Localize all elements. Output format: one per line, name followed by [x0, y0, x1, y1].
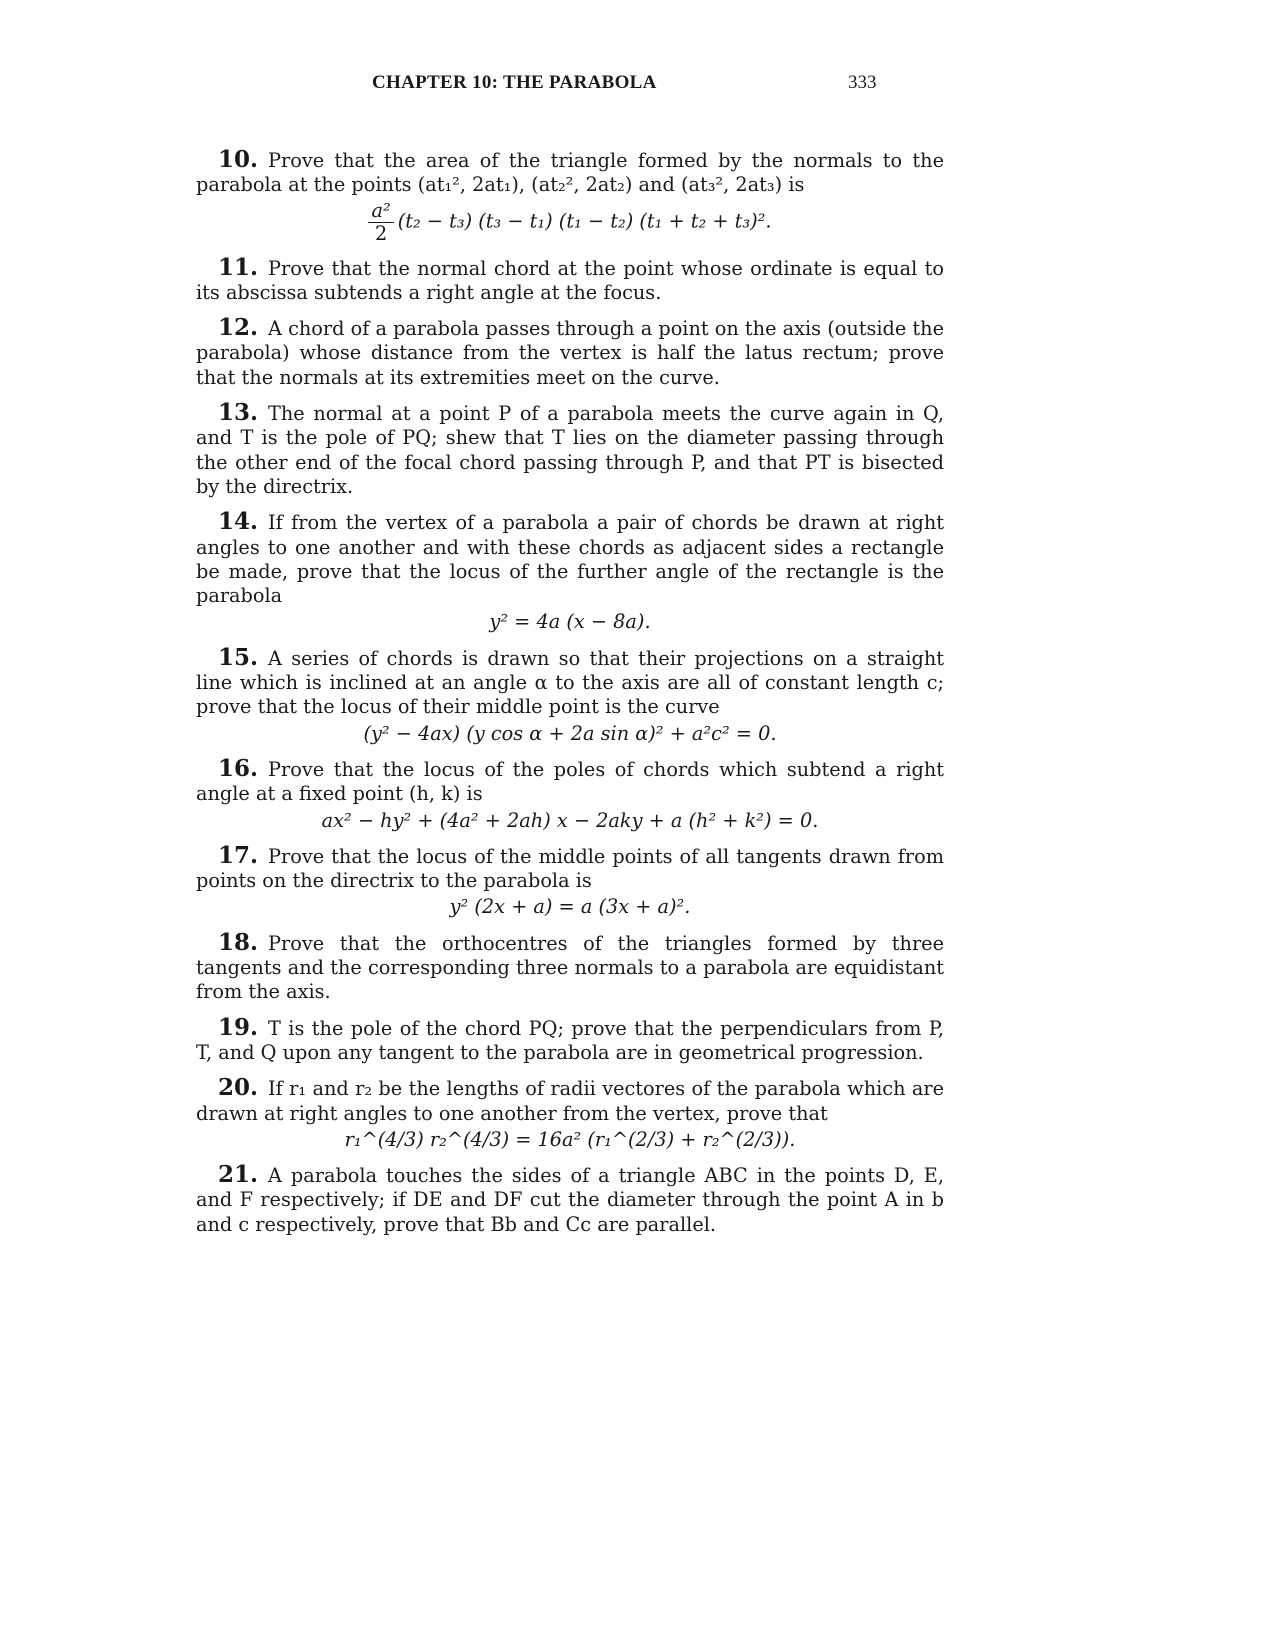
problem-number: 15.: [218, 643, 259, 671]
problem-text: If r₁ and r₂ be the lengths of radii vectores of the parabola which are drawn at right angles to one another from the vertex, prove that: [196, 1077, 944, 1125]
fraction-numerator: a²: [368, 200, 393, 223]
problem-number: 19.: [218, 1013, 259, 1041]
problem-12: [196, 316, 944, 390]
running-header: [0, 72, 1275, 102]
problem-text: Prove that the locus of the middle points of all tangents drawn from points on the directrix to the parabola is: [196, 844, 944, 893]
problem-18: [196, 928, 944, 1005]
problem-number: 11.: [218, 253, 259, 281]
problem-number: 14.: [218, 508, 259, 536]
problem-16: [196, 754, 944, 833]
problem-number: 13.: [218, 399, 259, 427]
problem-list: [196, 148, 944, 1248]
equation: (y² − 4ax) (y cos α + 2a sin α)² + a²c² = 0.: [363, 721, 777, 745]
equation: ax² − hy² + (4a² + 2ah) x − 2aky + a (h² + k²) = 0.: [321, 808, 819, 832]
problem-17: [196, 841, 944, 920]
fraction-denominator: 2: [374, 221, 388, 245]
fraction: [368, 200, 393, 245]
equation: r₁^(4/3) r₂^(4/3) = 16a² (r₁^(2/3) + r₂^(2/3)).: [344, 1127, 796, 1151]
problem-text: T is the pole of the chord PQ; prove that the perpendiculars from P, T, and Q upon any tangent to the parabola are in geometrical progression.: [196, 1016, 944, 1064]
problem-11: [196, 253, 944, 306]
problem-19: [196, 1013, 944, 1066]
problem-text: A parabola touches the sides of a triangle ABC in the points D, E, and F respectively; if DE and DF cut the diameter through the point A in b and c respectively, prove that Bb and Cc are parallel.: [196, 1164, 944, 1236]
equation-text: (t₂ − t₃) (t₃ − t₁) (t₁ − t₂) (t₁ + t₂ + t₃)².: [397, 209, 772, 233]
problem-text: Prove that the orthocentres of the triangles formed by three tangents and the corresponding three normals to a parabola are equidistant from the axis.: [196, 931, 944, 1004]
problem-13: [196, 401, 944, 499]
problem-number: 17.: [218, 841, 259, 869]
equation: y² = 4a (x − 8a).: [489, 610, 651, 634]
problem-text: If from the vertex of a parabola a pair of chords be drawn at right angles to one another and with these chords as adjacent sides a rectangle be made, prove that the locus of the further angle of the rectangle is the parabola: [196, 511, 944, 608]
problem-text: The normal at a point P of a parabola meets the curve again in Q, and T is the pole of PQ; shew that T lies on the diameter passing through the other end of the focal chord passing through P, and that PT is bisected by the directrix.: [196, 402, 944, 498]
problem-number: 10.: [218, 146, 259, 173]
equation: [196, 200, 944, 245]
problem-text: Prove that the area of the triangle formed by the normals to the parabola at the points (at₁², 2at₁), (at₂², 2at₂) and (at₃², 2at₃) is: [196, 149, 944, 197]
problem-20: [196, 1076, 944, 1152]
page-number: 333: [848, 72, 877, 93]
problem-number: 21.: [218, 1161, 259, 1189]
problem-15: [196, 643, 944, 746]
problem-number: 20.: [218, 1074, 259, 1102]
problem-text: A series of chords is drawn so that their projections on a straight line which is inclined at an angle α to the axis are all of constant length c; prove that the locus of their middle point is the curve: [196, 646, 944, 719]
problem-text: Prove that the normal chord at the point whose ordinate is equal to its abscissa subtends a right angle at the focus.: [196, 256, 944, 304]
problem-text: A chord of a parabola passes through a point on the axis (outside the parabola) whose distance from the vertex is half the latus rectum; prove that the normals at its extremities meet on the curve.: [196, 317, 945, 389]
problem-10: [196, 148, 944, 245]
chapter-title: CHAPTER 10: THE PARABOLA: [372, 72, 657, 93]
problem-number: 12.: [218, 314, 259, 342]
problem-21: [196, 1163, 944, 1237]
problem-text: Prove that the locus of the poles of chords which subtend a right angle at a fixed point (h, k) is: [196, 757, 944, 806]
problem-number: 16.: [218, 754, 259, 782]
problem-14: [196, 510, 944, 634]
equation: y² (2x + a) = a (3x + a)².: [449, 895, 691, 919]
problem-number: 18.: [218, 928, 259, 956]
